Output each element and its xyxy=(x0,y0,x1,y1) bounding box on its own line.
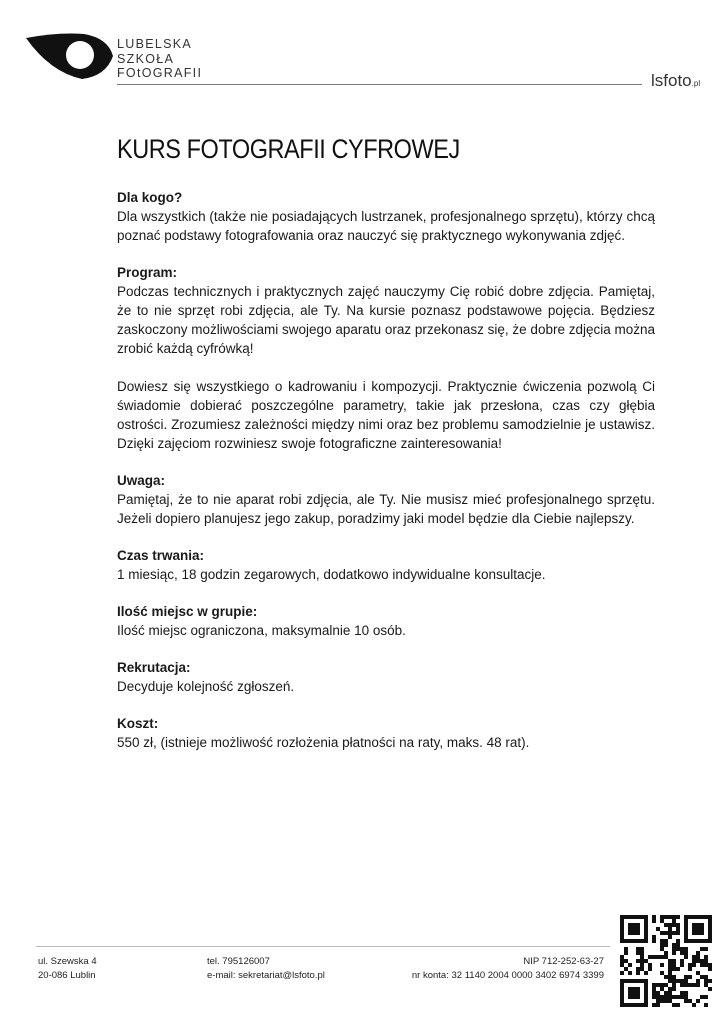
bank-account: nr konta: 32 1140 2004 0000 3402 6974 3399 xyxy=(411,970,604,981)
page-title: KURS FOTOGRAFII CYFROWEJ xyxy=(117,134,460,164)
section-text: Pamiętaj, że to nie aparat robi zdjęcia, ale Ty. Nie musisz mieć profesjonalnego sprzętu. Jeżeli dopiero planujesz jego zakup, poradzimy jaki model będzie dla Ciebie najlepszy. xyxy=(117,492,655,526)
section-heading: Uwaga: xyxy=(117,473,166,488)
eye-logo-icon xyxy=(24,30,114,82)
section-program xyxy=(117,263,655,453)
logo-line: LUBELSKA xyxy=(117,37,193,51)
section-text: Decyduje kolejność zgłoszeń. xyxy=(117,679,295,694)
section-heading: Czas trwania: xyxy=(117,548,205,563)
brand-suffix: .pl xyxy=(691,79,701,88)
section-audience xyxy=(117,188,655,245)
school-logo-text xyxy=(117,37,202,81)
footer-divider xyxy=(36,946,610,947)
address-city: 20-086 Lublin xyxy=(38,970,96,981)
footer-address xyxy=(38,955,97,983)
section-text: Dowiesz się wszystkiego o kadrowaniu i kompozycji. Praktycznie ćwiczenia pozwolą Ci świadomie dobierać poszczególne parametry, takie jak przesłona, czas czy głębia ostrości. Zrozumiesz zależności między nimi oraz bez problemu samodzielnie je ustawisz. Dzięki zajęciom rozwiniesz swoje fotograficzne zainteresowania! xyxy=(117,379,655,451)
section-heading: Dla kogo? xyxy=(117,190,183,205)
section-heading: Program: xyxy=(117,265,178,280)
logo-line: FOtOGRAFII xyxy=(117,66,203,80)
nip-number: NIP 712-252-63-27 xyxy=(523,956,604,967)
footer-contact xyxy=(207,955,325,983)
section-heading: Koszt: xyxy=(117,716,159,731)
section-heading: Ilość miejsc w grupie: xyxy=(117,604,258,619)
section-recruitment xyxy=(117,658,655,696)
section-text: Podczas technicznych i praktycznych zajęć nauczymy Cię robić dobre zdjęcia. Pamiętaj, że to nie sprzęt robi zdjęcia, ale Ty. Na kursie poznasz podstawowe pojęcia. Będziesz zaskoczony możliwościami swojego aparatu oraz przekonasz się, że dobre zdjęcia można zrobić każdą cyfrówką! xyxy=(117,284,656,356)
section-text: Ilość miejsc ograniczona, maksymalnie 10 osób. xyxy=(117,623,406,638)
header-divider xyxy=(117,84,642,85)
section-text: 550 zł, (istnieje możliwość rozłożenia płatności na raty, maks. 48 rat). xyxy=(117,735,530,750)
course-content xyxy=(117,188,655,770)
email-address[interactable]: e-mail: sekretariat@lsfoto.pl xyxy=(207,970,325,981)
footer-billing xyxy=(412,955,604,983)
section-text: 1 miesiąc, 18 godzin zegarowych, dodatkowo indywidualne konsultacje. xyxy=(117,567,546,582)
section-duration xyxy=(117,546,655,584)
address-street: ul. Szewska 4 xyxy=(38,956,97,967)
section-heading: Rekrutacja: xyxy=(117,660,191,675)
brand-name: lsfoto xyxy=(651,71,692,90)
section-note xyxy=(117,471,655,528)
logo-line: SZKOŁA xyxy=(117,51,175,66)
section-group-size xyxy=(117,602,655,640)
brand-logo xyxy=(651,71,700,91)
section-text: Dla wszystkich (także nie posiadających lustrzanek, profesjonalnego sprzętu), którzy chcą poznać podstawy fotografowania oraz nauczyć się praktycznego wykonywania zdjęć. xyxy=(117,209,655,243)
section-cost xyxy=(117,714,655,752)
phone-number: tel. 795126007 xyxy=(207,956,270,967)
qr-code-icon[interactable] xyxy=(620,915,712,1007)
